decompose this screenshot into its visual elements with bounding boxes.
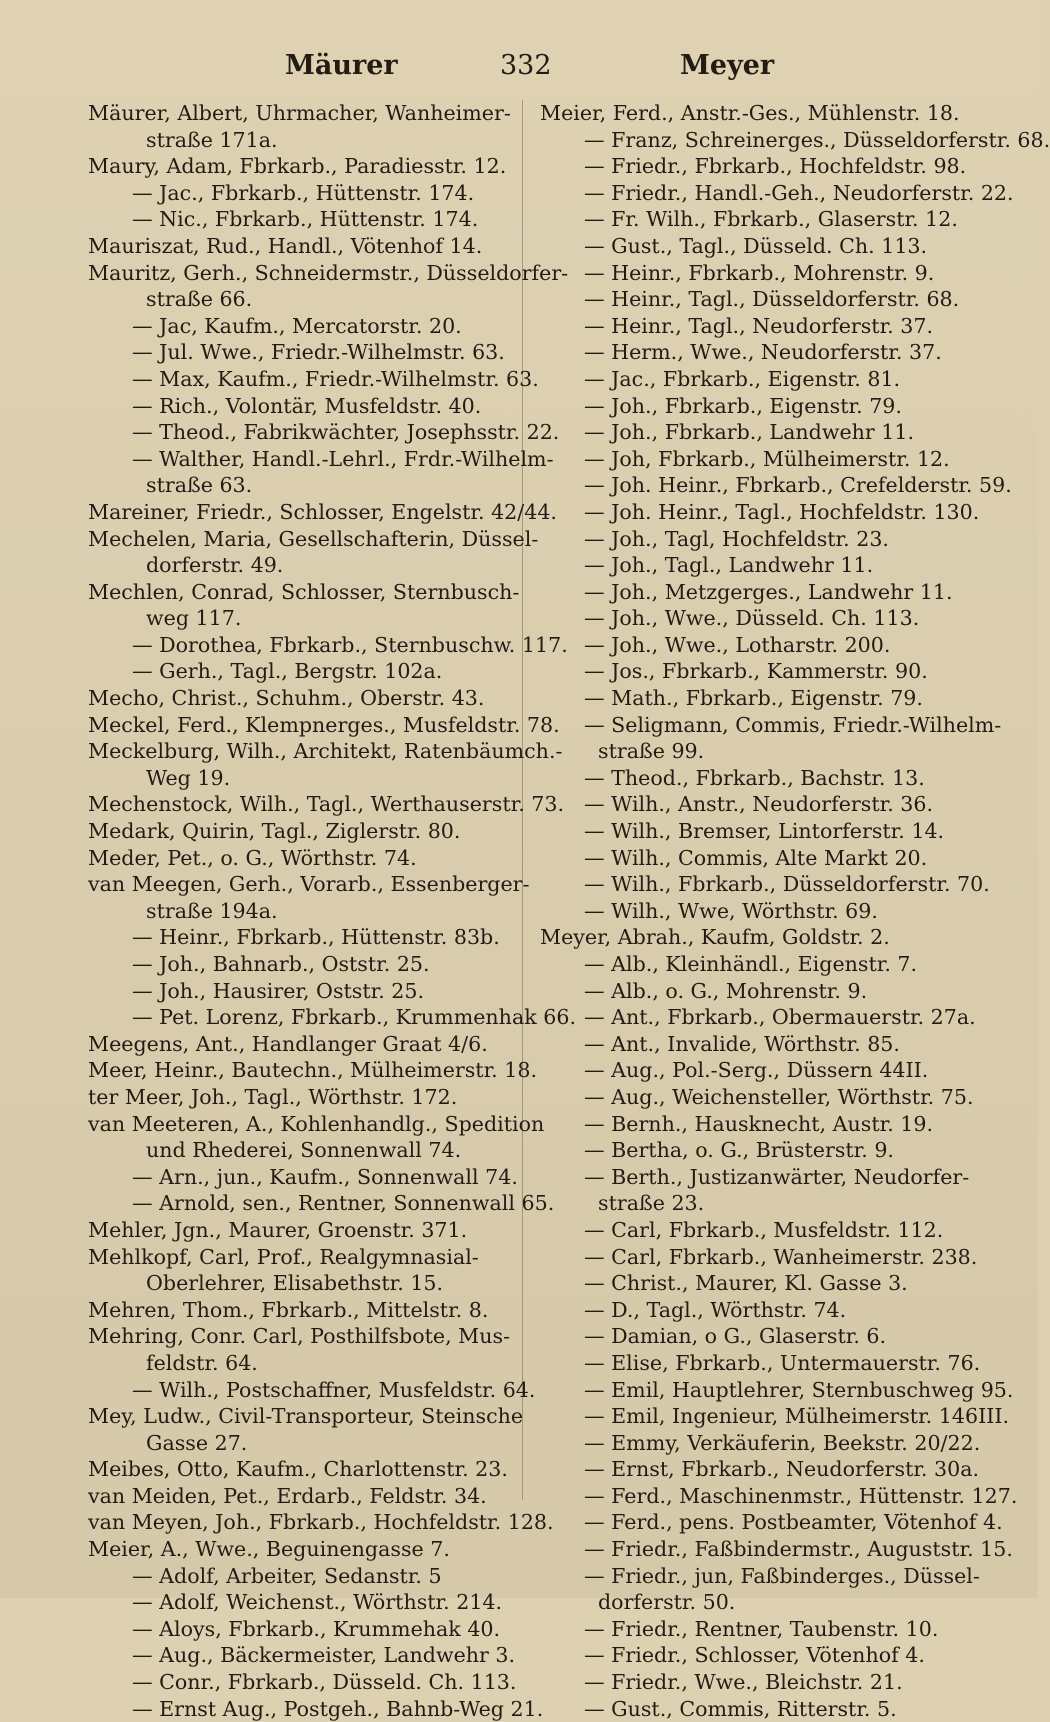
entry-continuation: straße 63. [146, 473, 253, 498]
directory-entry: Meibes, Otto, Kaufm., Charlottenstr. 23. [88, 1457, 508, 1482]
directory-entry: Meder, Pet., o. G., Wörthstr. 74. [88, 845, 417, 870]
directory-entry: — Bertha, o. G., Brüsterstr. 9. [584, 1138, 894, 1163]
entry-continuation: straße 99. [598, 739, 705, 764]
directory-entry: — Heinr., Tagl., Neudorferstr. 37. [584, 313, 933, 338]
directory-entry: — Alb., o. G., Mohrenstr. 9. [584, 978, 868, 1003]
directory-entry: — Aug., Pol.-Serg., Düssern 44II. [584, 1058, 929, 1083]
directory-entry: Mehlkopf, Carl, Prof., Realgymnasial- [88, 1244, 479, 1269]
directory-entry: — Adolf, Arbeiter, Sedanstr. 5 [132, 1563, 442, 1588]
directory-entry: — Friedr., Handl.-Geh., Neudorferstr. 22. [584, 180, 1014, 205]
directory-entry: Mehring, Conr. Carl, Posthilfsbote, Mus- [88, 1324, 511, 1349]
directory-entry: — Friedr., Schlosser, Vötenhof 4. [584, 1643, 925, 1668]
directory-entry: — Pet. Lorenz, Fbrkarb., Krummenhak 66. [132, 1005, 576, 1030]
directory-entry: — Joh., Tagl, Hochfeldstr. 23. [584, 526, 889, 551]
page-number: 332 [500, 50, 552, 81]
directory-entry: — Friedr., Wwe., Bleichstr. 21. [584, 1670, 903, 1695]
directory-entry: Mechlen, Conrad, Schlosser, Sternbusch- [88, 579, 520, 604]
directory-entry: — Emil, Ingenieur, Mülheimerstr. 146III. [584, 1404, 1010, 1429]
directory-entry: — Max, Kaufm., Friedr.-Wilhelmstr. 63. [132, 366, 539, 391]
directory-entry: — Arnold, sen., Rentner, Sonnenwall 65. [132, 1191, 555, 1216]
directory-entry: — Joh. Heinr., Tagl., Hochfeldstr. 130. [584, 499, 980, 524]
directory-entry: Mehren, Thom., Fbrkarb., Mittelstr. 8. [88, 1297, 489, 1322]
right-column [540, 100, 1050, 1722]
entry-continuation: feldstr. 64. [146, 1350, 258, 1375]
directory-entry: — Herm., Wwe., Neudorferstr. 37. [584, 340, 942, 365]
directory-entry: — Christ., Maurer, Kl. Gasse 3. [584, 1271, 908, 1296]
directory-entry: — Emmy, Verkäuferin, Beekstr. 20/22. [584, 1430, 981, 1455]
entry-continuation: dorferstr. 50. [598, 1590, 736, 1615]
directory-entry: — Jac., Fbrkarb., Hüttenstr. 174. [132, 180, 475, 205]
left-column [88, 100, 576, 1722]
directory-entry: — Dorothea, Fbrkarb., Sternbuschw. 117. [132, 632, 568, 657]
header-right-term: Meyer [680, 50, 775, 81]
directory-entry: — Joh., Fbrkarb., Eigenstr. 79. [584, 393, 902, 418]
directory-entry: — Wilh., Postschaffner, Musfeldstr. 64. [132, 1377, 536, 1402]
directory-entry: — Friedr., Faßbindermstr., Auguststr. 15. [584, 1537, 1013, 1562]
directory-entry: — Ernst Aug., Postgeh., Bahnb-Weg 21. [132, 1696, 544, 1721]
directory-entry: Mareiner, Friedr., Schlosser, Engelstr. 42/44. [88, 499, 557, 524]
directory-entry: — Ferd., Maschinenmstr., Hüttenstr. 127. [584, 1483, 1018, 1508]
directory-entry: Mechelen, Maria, Gesellschafterin, Düssel- [88, 526, 539, 551]
directory-entry: — Joh. Heinr., Fbrkarb., Crefelderstr. 59. [584, 473, 1012, 498]
directory-entry: — Damian, o G., Glaserstr. 6. [584, 1324, 887, 1349]
directory-entry: van Meeteren, A., Kohlenhandlg., Spedition [88, 1111, 545, 1136]
directory-entry: — Gust., Commis, Ritterstr. 5. [584, 1696, 897, 1721]
directory-entry: ter Meer, Joh., Tagl., Wörthstr. 172. [88, 1084, 458, 1109]
directory-entry: — Emil, Hauptlehrer, Sternbuschweg 95. [584, 1377, 1014, 1402]
directory-entry: — Ant., Invalide, Wörthstr. 85. [584, 1031, 900, 1056]
directory-entry: Meckelburg, Wilh., Architekt, Ratenbäumch.- [88, 739, 563, 764]
directory-entry: — Wilh., Commis, Alte Markt 20. [584, 845, 928, 870]
directory-entry: — Friedr., jun, Faßbinderges., Düssel- [584, 1563, 980, 1588]
directory-entry: — Bernh., Hausknecht, Austr. 19. [584, 1111, 934, 1136]
directory-entry: — Aug., Bäckermeister, Landwehr 3. [132, 1643, 516, 1668]
directory-entry: — Heinr., Fbrkarb., Hüttenstr. 83b. [132, 925, 500, 950]
entry-continuation: und Rhederei, Sonnenwall 74. [146, 1138, 462, 1163]
directory-entry: — Wilh., Anstr., Neudorferstr. 36. [584, 792, 934, 817]
entry-continuation: dorferstr. 49. [146, 553, 284, 578]
directory-entry: — Franz, Schreinerges., Düsseldorferstr. 68. [584, 127, 1050, 152]
directory-entry: Mauriszat, Rud., Handl., Vötenhof 14. [88, 233, 483, 258]
directory-entry: — Gerh., Tagl., Bergstr. 102a. [132, 659, 443, 684]
directory-entry: Meier, A., Wwe., Beguinengasse 7. [88, 1537, 450, 1562]
directory-entry: Mey, Ludw., Civil-Transporteur, Steinsche [88, 1404, 524, 1429]
directory-entry: — Jac, Kaufm., Mercatorstr. 20. [132, 313, 462, 338]
directory-entry: — Ant., Fbrkarb., Obermauerstr. 27a. [584, 1005, 976, 1030]
directory-entry: Mehler, Jgn., Maurer, Groenstr. 371. [88, 1217, 468, 1242]
directory-entry: Mauritz, Gerh., Schneidermstr., Düsseldorfer- [88, 260, 569, 285]
column-divider [522, 100, 523, 1500]
directory-entry: — Carl, Fbrkarb., Musfeldstr. 112. [584, 1217, 944, 1242]
directory-entry: — Seligmann, Commis, Friedr.-Wilhelm- [584, 712, 1002, 737]
directory-entry: — Elise, Fbrkarb., Untermauerstr. 76. [584, 1350, 981, 1375]
directory-entry: van Meegen, Gerh., Vorarb., Essenberger- [88, 872, 530, 897]
directory-entry: Meyer, Abrah., Kaufm, Goldstr. 2. [540, 925, 890, 950]
entry-continuation: Oberlehrer, Elisabethstr. 15. [146, 1271, 444, 1296]
directory-entry: — Jac., Fbrkarb., Eigenstr. 81. [584, 366, 901, 391]
header-left-term: Mäurer [285, 50, 398, 81]
directory-entry: Mechenstock, Wilh., Tagl., Werthauserstr. 73. [88, 792, 565, 817]
directory-entry: Meegens, Ant., Handlanger Graat 4/6. [88, 1031, 488, 1056]
directory-entry: — Joh., Tagl., Landwehr 11. [584, 553, 874, 578]
directory-entry: van Meiden, Pet., Erdarb., Feldstr. 34. [88, 1483, 487, 1508]
directory-entry: Medark, Quirin, Tagl., Ziglerstr. 80. [88, 819, 461, 844]
entry-continuation: straße 194a. [146, 898, 278, 923]
entry-continuation: Weg 19. [146, 765, 231, 790]
directory-entry: Maury, Adam, Fbrkarb., Paradiesstr. 12. [88, 154, 507, 179]
entry-continuation: straße 66. [146, 287, 253, 312]
entry-continuation: weg 117. [146, 606, 242, 631]
directory-entry: — Arn., jun., Kaufm., Sonnenwall 74. [132, 1164, 518, 1189]
directory-entry: — D., Tagl., Wörthstr. 74. [584, 1297, 847, 1322]
directory-entry: — Friedr., Fbrkarb., Hochfeldstr. 98. [584, 154, 967, 179]
directory-entry: Meckel, Ferd., Klempnerges., Musfeldstr. 78. [88, 712, 560, 737]
entry-continuation: Gasse 27. [146, 1430, 248, 1455]
directory-entry: — Math., Fbrkarb., Eigenstr. 79. [584, 686, 923, 711]
directory-entry: — Joh, Fbrkarb., Mülheimerstr. 12. [584, 446, 950, 471]
directory-entry: — Berth., Justizanwärter, Neudorfer- [584, 1164, 970, 1189]
directory-entry: — Theod., Fabrikwächter, Josephsstr. 22. [132, 420, 560, 445]
directory-entry: — Heinr., Tagl., Düsseldorferstr. 68. [584, 287, 960, 312]
directory-entry: — Ernst, Fbrkarb., Neudorferstr. 30a. [584, 1457, 980, 1482]
directory-entry: — Joh., Bahnarb., Oststr. 25. [132, 952, 430, 976]
page-header [0, 50, 1038, 90]
directory-entry: — Aloys, Fbrkarb., Krummehak 40. [132, 1616, 501, 1641]
directory-entry: — Jos., Fbrkarb., Kammerstr. 90. [584, 659, 928, 684]
directory-entry: — Walther, Handl.-Lehrl., Frdr.-Wilhelm- [132, 446, 554, 471]
directory-entry: — Alb., Kleinhändl., Eigenstr. 7. [584, 952, 918, 976]
directory-entry: — Heinr., Fbrkarb., Mohrenstr. 9. [584, 260, 935, 285]
directory-entry: — Theod., Fbrkarb., Bachstr. 13. [584, 765, 925, 790]
directory-entry: — Jul. Wwe., Friedr.-Wilhelmstr. 63. [132, 340, 505, 365]
directory-entry: — Wilh., Bremser, Lintorferstr. 14. [584, 819, 945, 844]
entry-continuation: straße 23. [598, 1191, 705, 1216]
directory-entry: — Joh., Fbrkarb., Landwehr 11. [584, 420, 915, 445]
directory-entry: — Fr. Wilh., Fbrkarb., Glaserstr. 12. [584, 207, 958, 232]
directory-entry: — Wilh., Wwe, Wörthstr. 69. [584, 898, 878, 923]
directory-entry: — Conr., Fbrkarb., Düsseld. Ch. 113. [132, 1670, 517, 1695]
directory-entry: — Aug., Weichensteller, Wörthstr. 75. [584, 1084, 974, 1109]
directory-entry: Mäurer, Albert, Uhrmacher, Wanheimer- [88, 101, 511, 125]
directory-entry: — Joh., Metzgerges., Landwehr 11. [584, 579, 953, 604]
directory-entry: — Rich., Volontär, Musfeldstr. 40. [132, 393, 482, 418]
directory-entry: Meier, Ferd., Anstr.-Ges., Mühlenstr. 18. [540, 101, 960, 125]
directory-entry: van Meyen, Joh., Fbrkarb., Hochfeldstr. 128. [88, 1510, 554, 1535]
directory-entry: Mecho, Christ., Schuhm., Oberstr. 43. [88, 686, 485, 711]
directory-entry: — Wilh., Fbrkarb., Düsseldorferstr. 70. [584, 872, 990, 897]
directory-entry: — Adolf, Weichenst., Wörthstr. 214. [132, 1590, 503, 1615]
directory-entry: — Carl, Fbrkarb., Wanheimerstr. 238. [584, 1244, 978, 1269]
directory-entry: — Joh., Hausirer, Oststr. 25. [132, 978, 425, 1003]
directory-entry: — Ferd., pens. Postbeamter, Vötenhof 4. [584, 1510, 1003, 1535]
directory-entry: — Gust., Tagl., Düsseld. Ch. 113. [584, 233, 928, 258]
directory-entry: Meer, Heinr., Bautechn., Mülheimerstr. 18. [88, 1058, 537, 1083]
directory-entry: — Friedr., Rentner, Taubenstr. 10. [584, 1616, 939, 1641]
directory-entry: — Nic., Fbrkarb., Hüttenstr. 174. [132, 207, 479, 232]
directory-entry: — Joh., Wwe., Düsseld. Ch. 113. [584, 606, 920, 631]
directory-entry: — Joh., Wwe., Lotharstr. 200. [584, 632, 891, 657]
entry-continuation: straße 171a. [146, 127, 278, 152]
